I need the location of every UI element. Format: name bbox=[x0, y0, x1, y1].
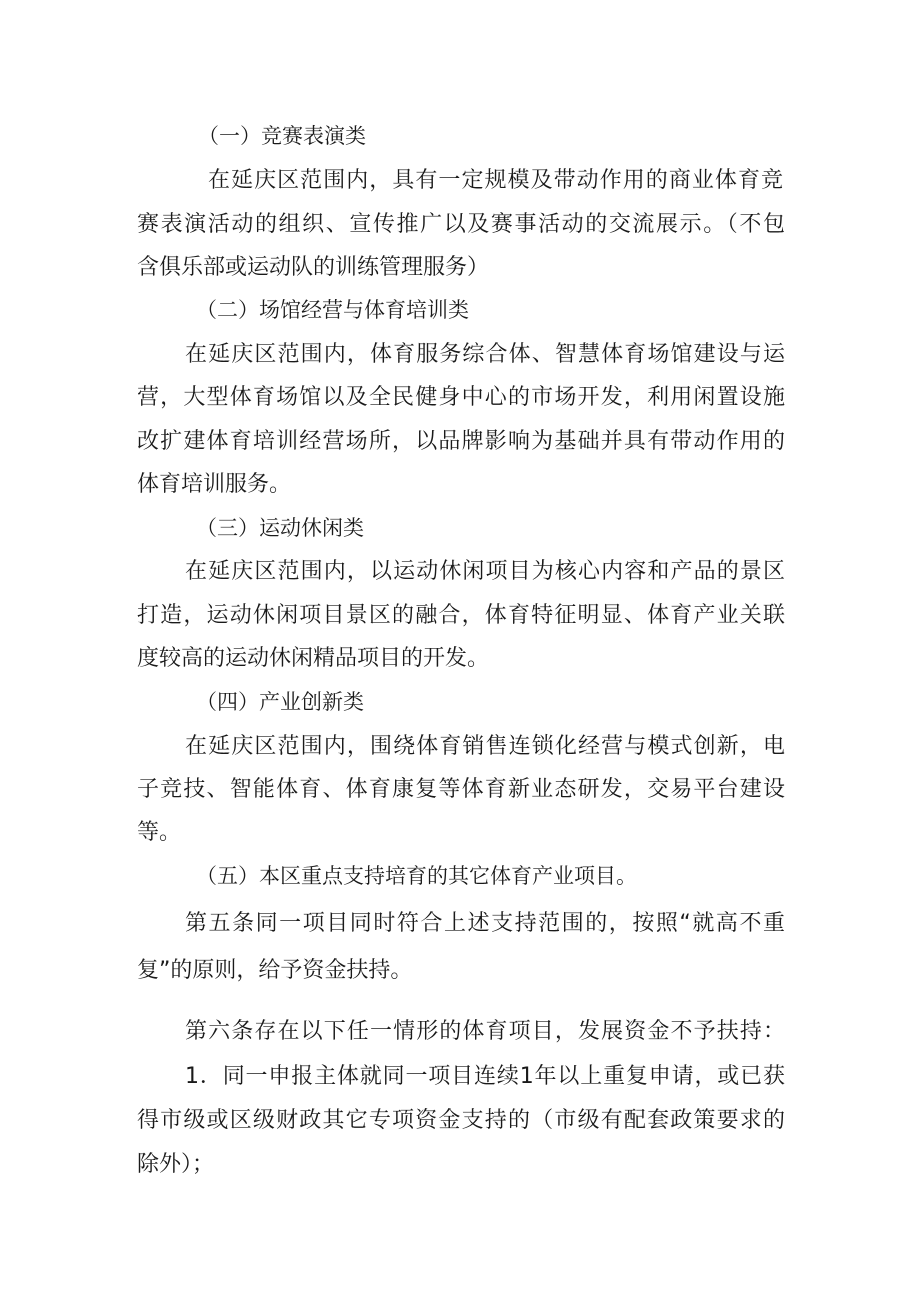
section-heading-3: （三）运动休闲类 bbox=[196, 516, 364, 540]
section-4-body-line-1: 在延庆区范围内，围绕体育销售连锁化经营与模式创新，电 bbox=[185, 734, 785, 759]
section-2-body-line-1: 在延庆区范围内，体育服务综合体、智慧体育场馆建设与运 bbox=[185, 342, 785, 367]
section-1-body-line-2: 赛表演活动的组织、宣传推广以及赛事活动的交流展示。（不包 bbox=[137, 212, 785, 237]
section-4-body-line-2: 子竞技、智能体育、体育康复等体育新业态研发，交易平台建设 bbox=[137, 777, 785, 802]
article-6-intro: 第六条存在以下任一情形的体育项目，发展资金不予扶持： bbox=[185, 1019, 785, 1044]
article-5-line-1: 第五条同一项目同时符合上述支持范围的，按照“就高不重 bbox=[185, 911, 785, 936]
article-6-item-1-line-2: 得市级或区级财政其它专项资金支持的（市级有配套政策要求的 bbox=[137, 1108, 785, 1133]
section-heading-4: （四）产业创新类 bbox=[196, 690, 364, 714]
section-3-body-line-1: 在延庆区范围内，以运动休闲项目为核心内容和产品的景区 bbox=[185, 559, 785, 584]
section-1-body-line-3: 含俱乐部或运动队的训练管理服务） bbox=[137, 255, 490, 280]
section-4-body-line-3: 等。 bbox=[137, 820, 182, 845]
section-2-body-line-3: 改扩建体育培训经营场所，以品牌影响为基础并具有带动作用的 bbox=[137, 429, 785, 454]
section-2-body-line-4: 体育培训服务。 bbox=[137, 472, 292, 497]
section-heading-5: （五）本区重点支持培育的其它体育产业项目。 bbox=[196, 864, 637, 888]
article-5-line-2: 复”的原则，给予资金扶持。 bbox=[137, 958, 413, 983]
article-6-item-1-line-1: 1．同一申报主体就同一项目连续1年以上重复申请，或已获 bbox=[185, 1064, 785, 1089]
article-6-item-1-line-3: 除外）； bbox=[137, 1152, 215, 1177]
section-3-body-line-2: 打造，运动休闲项目景区的融合，体育特征明显、体育产业关联 bbox=[137, 603, 785, 628]
section-heading-1: （一）竞赛表演类 bbox=[198, 124, 366, 148]
section-2-body-line-2: 营，大型体育场馆以及全民健身中心的市场开发，利用闲置设施 bbox=[137, 385, 785, 410]
section-3-body-line-3: 度较高的运动休闲精品项目的开发。 bbox=[137, 646, 490, 671]
section-1-body-line-1: 在延庆区范围内，具有一定规模及带动作用的商业体育竞 bbox=[208, 168, 783, 193]
section-heading-2: （二）场馆经营与体育培训类 bbox=[196, 298, 469, 322]
